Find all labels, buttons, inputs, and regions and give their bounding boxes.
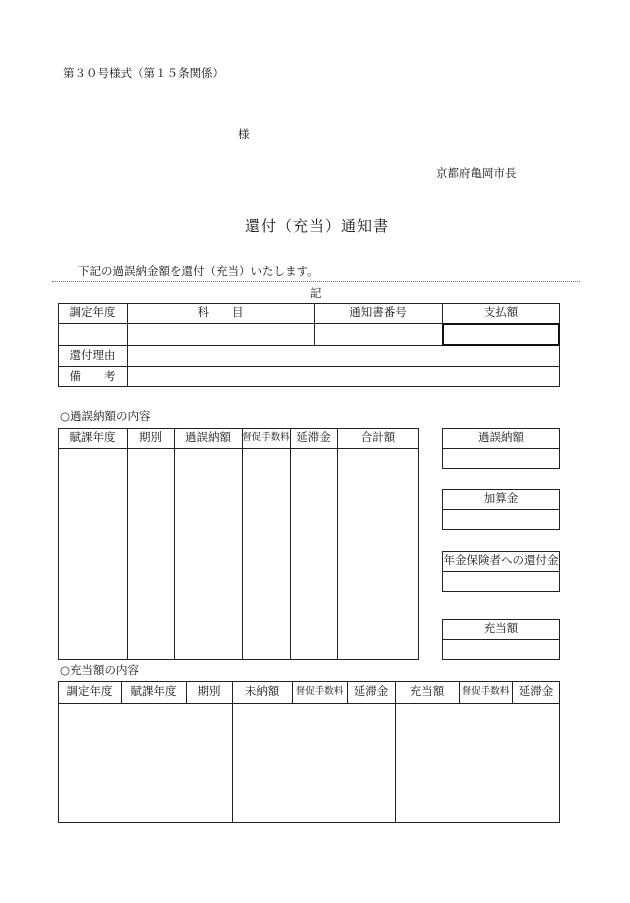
col-allocated-dunning-fee: 督促手数料 [461, 686, 510, 698]
side-box-label: 年金保険者への還付金 [443, 553, 559, 568]
document-title: 還付（充当）通知書 [245, 217, 390, 235]
side-box-label: 充当額 [483, 621, 519, 636]
col-dunning-fee: 督促手数料 [295, 686, 344, 698]
header-payment-amount: 支払額 [483, 305, 519, 320]
remarks-label: 備 考 [69, 368, 116, 383]
col-levy-year: 賦課年度 [69, 430, 116, 445]
col-period: 期別 [197, 684, 221, 699]
col-allocated-amount: 充当額 [409, 684, 445, 699]
notice-statement: 下記の過誤納金額を還付（充当）いたします。 [78, 264, 319, 278]
refund-reason-label: 還付理由 [69, 347, 116, 362]
header-account-item: 科 目 [197, 305, 244, 320]
overpayment-section-title: ○過誤納額の内容 [60, 409, 151, 423]
col-levy-year: 賦課年度 [130, 684, 177, 699]
col-assessment-year: 調定年度 [66, 684, 113, 699]
col-allocated-late-charge: 延滞金 [518, 684, 554, 699]
issuer-name: 京都府亀岡市長 [436, 166, 517, 180]
col-period: 期別 [139, 430, 162, 445]
form-number: 第３０号様式（第１５条関係） [63, 66, 224, 80]
col-unpaid-amount: 未納額 [244, 684, 280, 699]
separator-line [52, 281, 580, 282]
ki-label: 記 [310, 286, 322, 300]
side-box-label: 過誤納額 [478, 430, 524, 445]
col-late-charge: 延滞金 [296, 430, 331, 445]
col-total: 合計額 [360, 430, 396, 445]
header-assessment-year: 調定年度 [69, 305, 116, 320]
col-overpayment: 過誤納額 [185, 430, 231, 445]
allocation-section-title: ○充当額の内容 [60, 663, 140, 677]
payment-amount-field[interactable] [442, 323, 560, 346]
header-notice-number: 通知書番号 [349, 305, 407, 320]
col-late-charge: 延滞金 [353, 684, 389, 699]
addressee-suffix: 様 [238, 127, 250, 141]
side-box-label: 加算金 [483, 491, 519, 506]
col-dunning-fee: 督促手数料 [242, 432, 290, 444]
